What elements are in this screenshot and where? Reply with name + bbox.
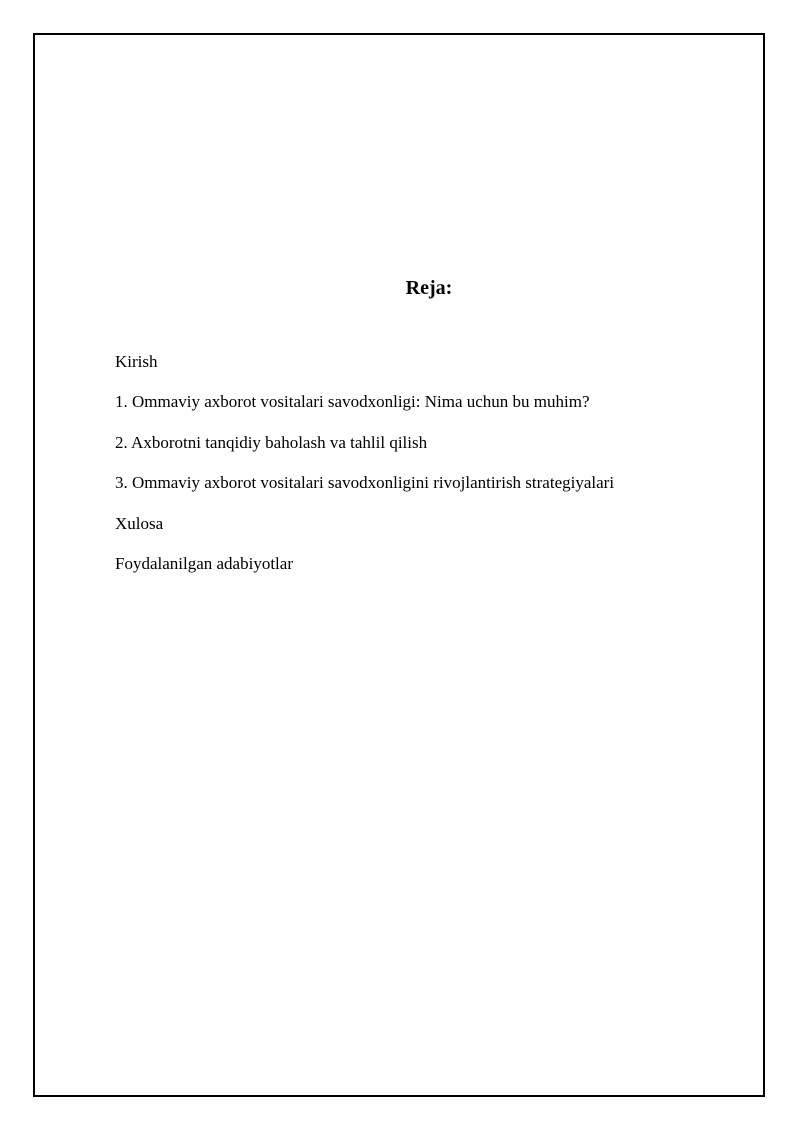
page-title: Reja: — [405, 277, 453, 299]
plan-list — [115, 350, 614, 592]
plan-item-section-3: 3. Ommaviy axborot vositalari savodxonligini rivojlantirish strategiyalari — [115, 473, 615, 493]
plan-item-conclusion: Xulosa — [115, 513, 164, 533]
plan-item-introduction: Kirish — [115, 352, 158, 371]
plan-item-references: Foydalanilgan adabiyotlar — [115, 553, 293, 573]
plan-item-section-2: 2. Axborotni tanqidiy baholash va tahlil qilish — [115, 432, 428, 452]
plan-item-section-1: 1. Ommaviy axborot vositalari savodxonligi: Nima uchun bu muhim? — [115, 392, 590, 412]
